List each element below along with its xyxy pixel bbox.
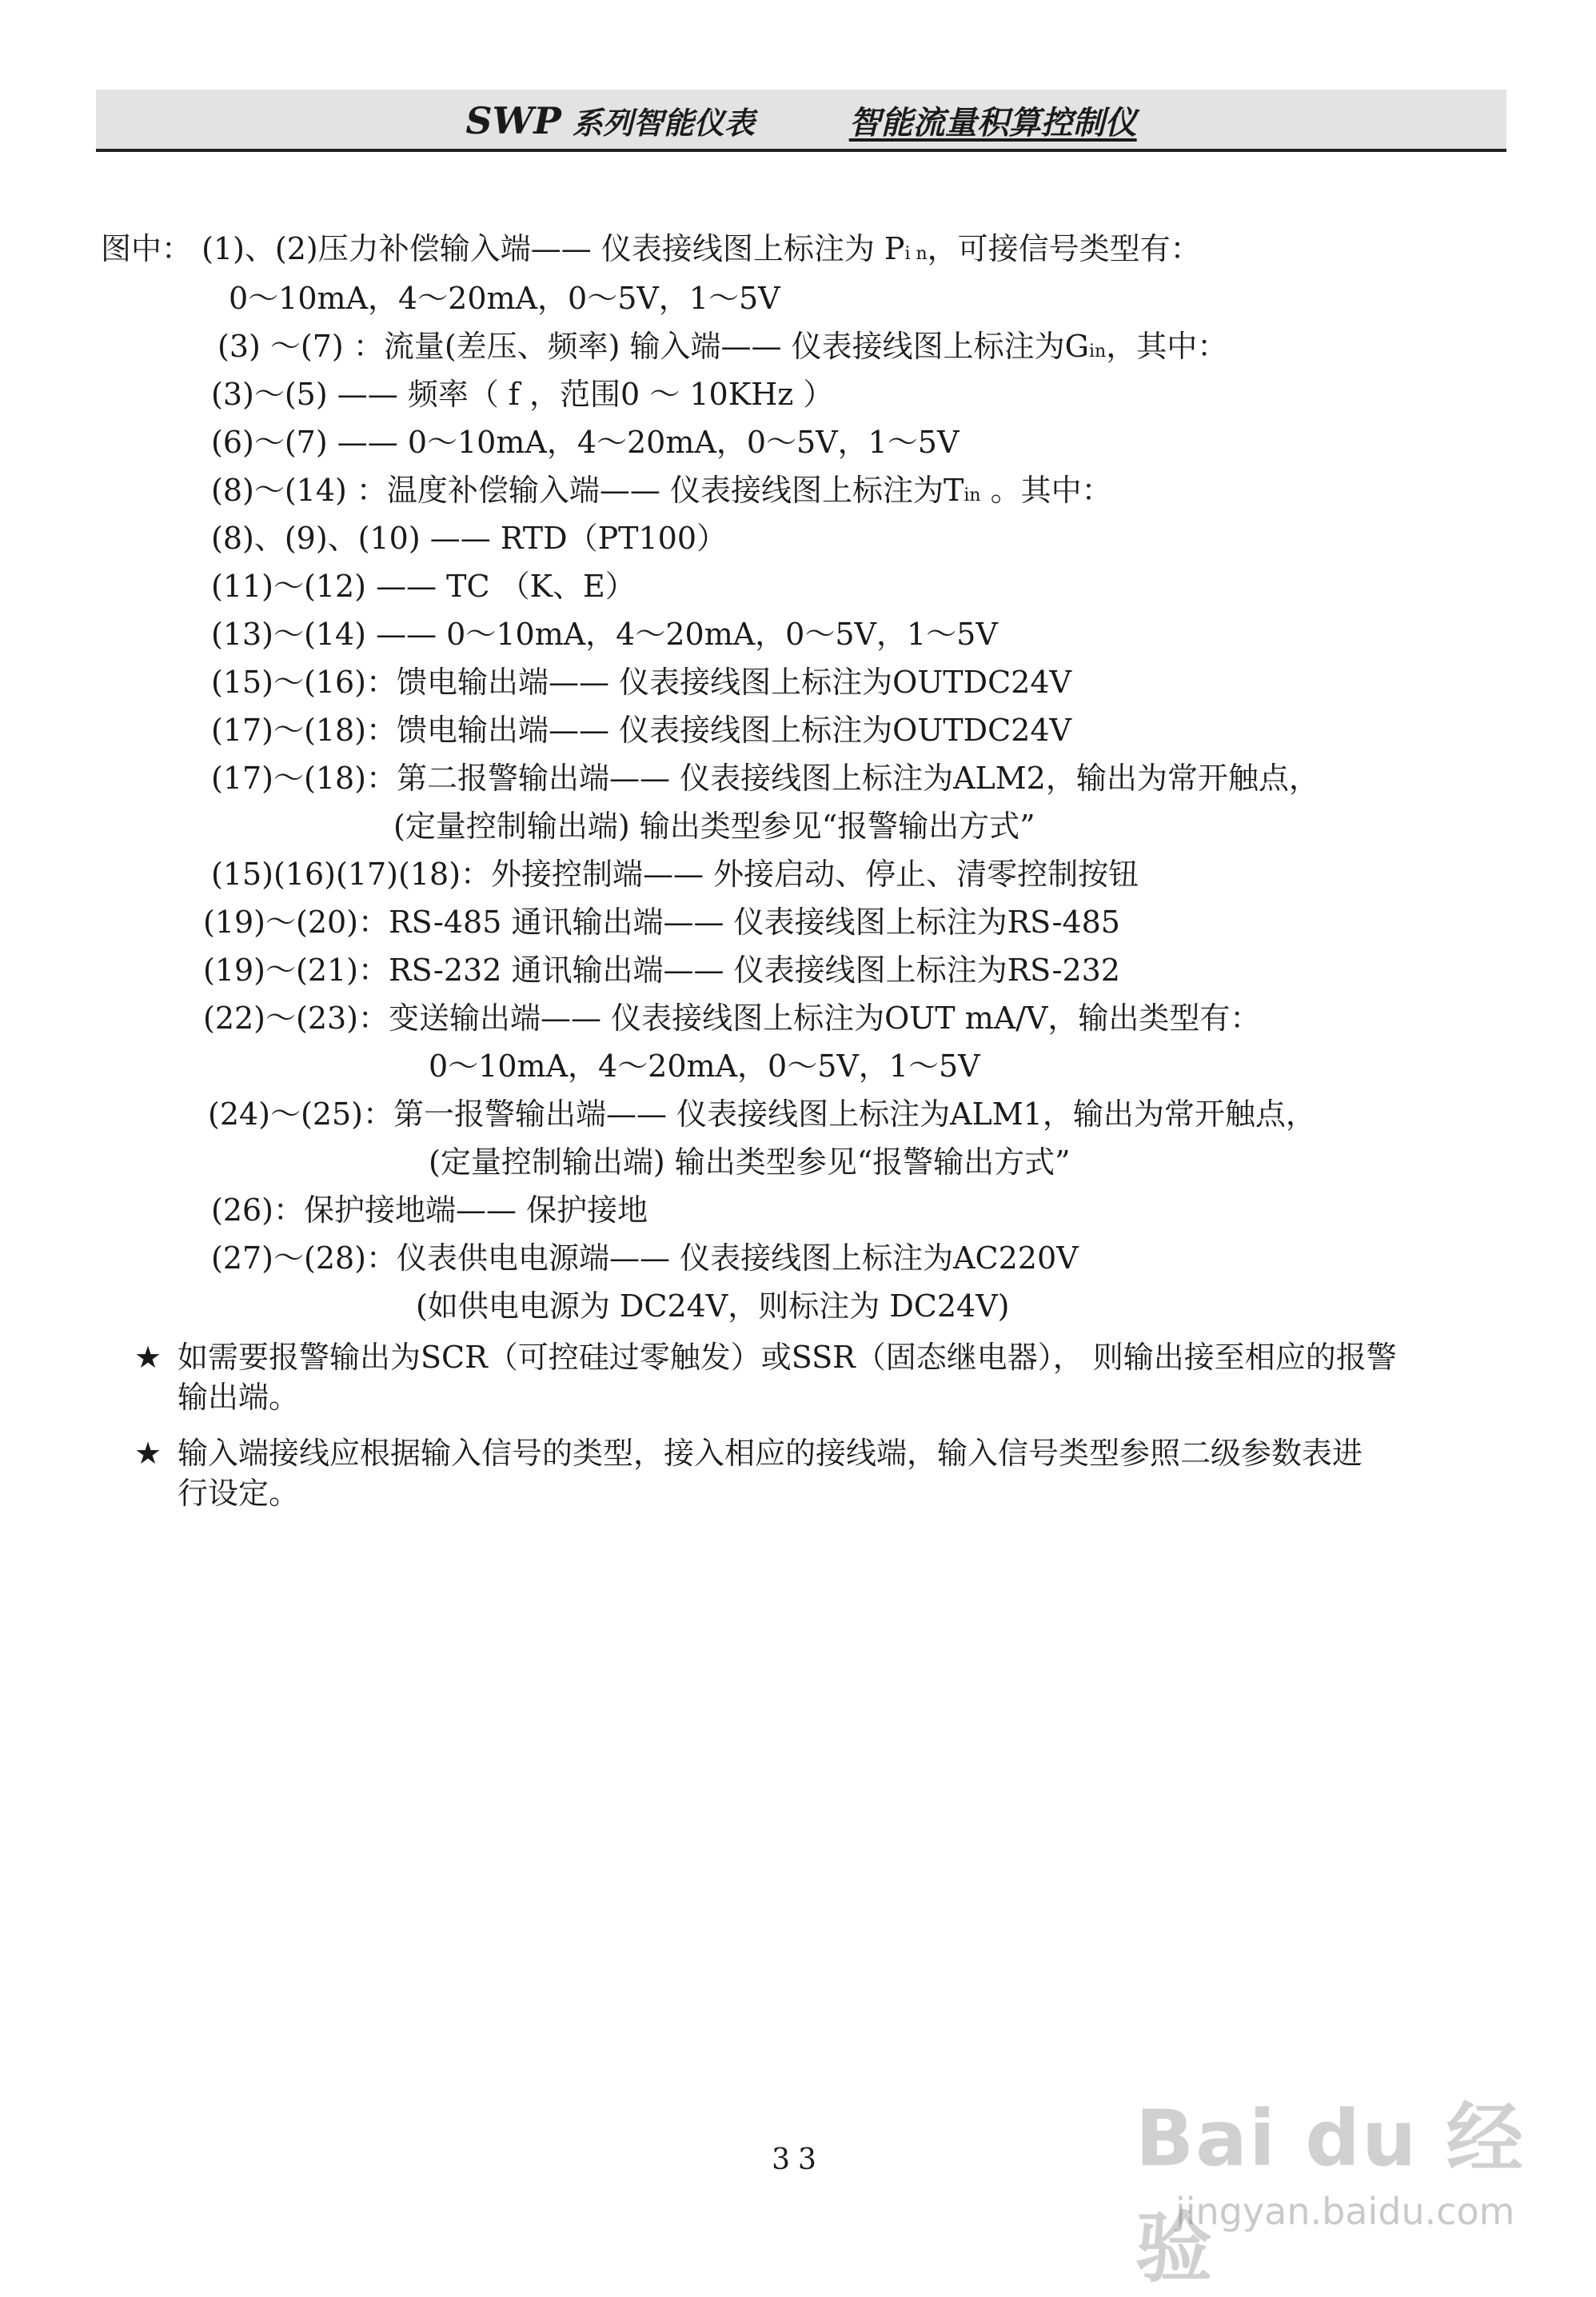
text-line: (19)～(21)：RS-232 通讯输出端—— 仪表接线图上标注为RS-232 xyxy=(203,953,1120,988)
watermark-logo: Bai du 经验 xyxy=(1135,2094,1525,2293)
text-line: (3) ～(7) ：流量(差压、频率) 输入端—— 仪表接线图上标注为Gin，其中： xyxy=(217,329,1228,364)
header-series-code: SWP xyxy=(465,99,561,142)
text-line: (15)(16)(17)(18)：外接控制端—— 外接启动、停止、清零控制按钮 xyxy=(211,857,1139,892)
text-line: (19)～(20)：RS-485 通讯输出端—— 仪表接线图上标注为RS-485 xyxy=(203,905,1120,940)
text-line: 图中： (1)、(2)压力补偿输入端—— 仪表接线图上标注为 Pi n，可接信号类型有： xyxy=(101,231,1201,266)
watermark-url: jingyan.baidu.com xyxy=(1175,2190,1515,2233)
note-item: ★ 输入端接线应根据输入信号的类型，接入相应的接线端，输入信号类型参照二级参数表进 行设定。 xyxy=(134,1433,1506,1513)
page-header xyxy=(96,90,1506,152)
text-line: (如供电电源为 DC24V，则标注为 DC24V) xyxy=(416,1288,1010,1324)
star-icon: ★ xyxy=(134,1340,162,1375)
text-line: (22)～(23)：变送输出端—— 仪表接线图上标注为OUT mA/V，输出类型有： xyxy=(203,1001,1261,1036)
text-line: 0～10mA，4～20mA，0～5V，1～5V xyxy=(429,1049,980,1084)
text-line: (8)、(9)、(10) —— RTD（PT100） xyxy=(211,521,728,556)
text-line: (17)～(18)：馈电输出端—— 仪表接线图上标注为OUTDC24V xyxy=(211,713,1071,748)
text-line: (27)～(28)：仪表供电电源端—— 仪表接线图上标注为AC220V xyxy=(211,1240,1079,1276)
text-line: (24)～(25)：第一报警输出端—— 仪表接线图上标注为ALM1，输出为常开触点， xyxy=(208,1097,1316,1132)
text-line: (17)～(18)：第二报警输出端—— 仪表接线图上标注为ALM2，输出为常开触点， xyxy=(211,761,1319,796)
text-line: (11)～(12) —— TC （K、E） xyxy=(211,569,636,604)
text-line: 0～10mA，4～20mA，0～5V，1～5V xyxy=(229,281,780,316)
text-line: (3)～(5) —— 频率（ f ，范围0 ～ 10KHz ） xyxy=(211,377,834,412)
header-product-name: 智能流量积算控制仪 xyxy=(848,105,1137,142)
header-series-name: 系列智能仪表 xyxy=(572,106,755,141)
text-line: (定量控制输出端) 输出类型参见“报警输出方式” xyxy=(429,1145,1071,1180)
text-line: (13)～(14) —— 0～10mA，4～20mA，0～5V，1～5V xyxy=(211,617,998,652)
text-line: (15)～(16)：馈电输出端—— 仪表接线图上标注为OUTDC24V xyxy=(211,665,1071,700)
text-line: (8)～(14) ：温度补偿输入端—— 仪表接线图上标注为Tin 。其中： xyxy=(211,473,1112,508)
text-line: (定量控制输出端) 输出类型参见“报警输出方式” xyxy=(393,809,1035,844)
note-item: ★ 如需要报警输出为SCR（可控硅过零触发）或SSR（固态继电器）， 则输出接至相应的报警 输出端。 xyxy=(134,1337,1506,1417)
text-line: (6)～(7) —— 0～10mA，4～20mA，0～5V，1～5V xyxy=(211,425,960,460)
text-line: (26)：保护接地端—— 保护接地 xyxy=(211,1192,648,1228)
star-icon: ★ xyxy=(134,1436,162,1471)
header-title xyxy=(96,98,1506,143)
page-number: 33 xyxy=(772,2143,824,2176)
